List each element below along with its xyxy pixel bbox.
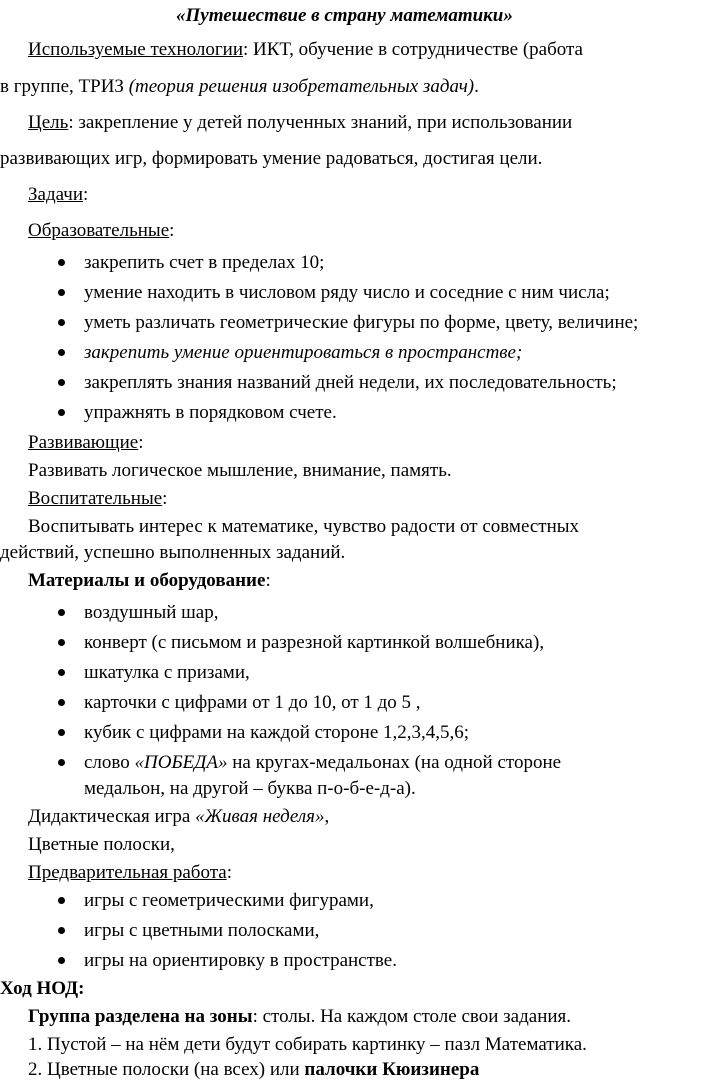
upbringing-label: Воспитательные — [28, 488, 163, 509]
materials-word-item-line2: медальон, на другой – буква п-о-б-е-д-а). — [84, 778, 416, 799]
zones-text: : столы. На каждом столе свои задания. — [252, 1006, 572, 1027]
educational-suffix: : — [169, 220, 175, 241]
didactic-game-prefix: Дидактическая игра — [28, 806, 196, 827]
bullet-icon — [58, 609, 65, 616]
educational-item: уметь различать геометрические фигуры по форме, цвету, величине; — [84, 312, 639, 333]
bullet-icon — [58, 669, 65, 676]
upbringing-line1: Воспитывать интерес к математике, чувство радости от совместных — [28, 516, 580, 537]
educational-item: упражнять в порядковом счете. — [84, 402, 337, 423]
bullet-icon — [58, 319, 65, 326]
materials-item: карточки с цифрами от 1 до 10, от 1 до 5 , — [84, 692, 421, 713]
materials-word-item — [84, 752, 561, 774]
educational-item: закрепить умение ориентироваться в пространстве; — [84, 342, 523, 363]
educational-item: закреплять знания названий дней недели, их последовательность; — [84, 372, 617, 393]
course-step-1: 1. Пустой – на нём дети будут собирать картинку – пазл Математика. — [28, 1034, 587, 1055]
bullet-icon — [58, 639, 65, 646]
tasks-heading — [28, 184, 88, 206]
upbringing-heading — [28, 488, 167, 510]
bullet-icon — [58, 729, 65, 736]
materials-heading — [28, 570, 271, 592]
bullet-icon — [58, 897, 65, 904]
bullet-icon — [58, 927, 65, 934]
developing-text: Развивать логическое мышление, внимание, память. — [28, 460, 452, 481]
course-heading: Ход НОД: — [0, 978, 85, 999]
materials-item: кубик с цифрами на каждой стороне 1,2,3,4,5,6; — [84, 722, 470, 743]
developing-label: Развивающие — [28, 432, 139, 453]
didactic-game-name: «Живая неделя» — [195, 806, 325, 827]
preliminary-suffix: : — [226, 862, 232, 883]
upbringing-line2: действий, успешно выполненных заданий. — [0, 542, 346, 563]
tasks-label: Задачи — [28, 184, 84, 205]
upbringing-suffix: : — [162, 488, 168, 509]
preliminary-item: игры на ориентировку в пространстве. — [84, 950, 397, 971]
educational-label: Образовательные — [28, 220, 170, 241]
goal-text: : закрепление у детей полученных знаний, при использовании — [68, 112, 573, 133]
preliminary-label: Предварительная работа — [28, 862, 227, 883]
educational-item: умение находить в числовом ряду число и соседние с ним числа; — [84, 282, 610, 303]
triz-expansion: (теория решения изобретательных задач) — [128, 76, 475, 97]
didactic-game — [28, 806, 329, 828]
preliminary-item: игры с геометрическими фигурами, — [84, 890, 374, 911]
page-title: «Путешествие в страну математики» — [176, 5, 513, 26]
technologies-line1 — [28, 39, 583, 61]
didactic-game-suffix: , — [324, 806, 330, 827]
developing-suffix: : — [138, 432, 144, 453]
zones-bold: Группа разделена на зоны — [28, 1006, 253, 1027]
materials-item: конверт (с письмом и разрезной картинкой волшебника), — [84, 632, 545, 653]
goal-line2: развивающих игр, формировать умение радоваться, достигая цели. — [0, 148, 543, 169]
tasks-suffix: : — [83, 184, 89, 205]
preliminary-item: игры с цветными полосками, — [84, 920, 320, 941]
educational-item: закрепить счет в пределах 10; — [84, 252, 325, 273]
materials-item: шкатулка с призами, — [84, 662, 250, 683]
course-step-2 — [28, 1059, 479, 1081]
materials-label: Материалы и оборудование — [28, 570, 266, 591]
goal-line1 — [28, 112, 572, 134]
bullet-icon — [58, 349, 65, 356]
step2-plain: 2. Цветные полоски (на всех) или — [28, 1059, 305, 1080]
colored-strips: Цветные полоски, — [28, 834, 175, 855]
technologies-text-end: . — [474, 76, 479, 97]
technologies-line2 — [0, 76, 479, 98]
technologies-text-plain: в группе, ТРИЗ — [0, 76, 129, 97]
preliminary-heading — [28, 862, 232, 884]
step2-bold: палочки Кюизинера — [304, 1059, 480, 1080]
bullet-icon — [58, 699, 65, 706]
technologies-text: : ИКТ, обучение в сотрудничестве (работа — [243, 39, 583, 60]
bullet-icon — [58, 957, 65, 964]
materials-item: воздушный шар, — [84, 602, 219, 623]
technologies-label: Используемые технологии — [28, 39, 243, 60]
developing-heading — [28, 432, 144, 454]
word-item-rest: на кругах-медальонах (на одной стороне — [227, 752, 562, 773]
word-pobeda: «ПОБЕДА» — [134, 752, 228, 773]
bullet-icon — [58, 409, 65, 416]
zones-line — [28, 1006, 571, 1028]
bullet-icon — [58, 259, 65, 266]
bullet-icon — [58, 759, 65, 766]
materials-suffix: : — [265, 570, 271, 591]
word-item-prefix: слово — [84, 752, 135, 773]
bullet-icon — [58, 289, 65, 296]
goal-label: Цель — [28, 112, 69, 133]
bullet-icon — [58, 379, 65, 386]
educational-heading — [28, 220, 174, 242]
